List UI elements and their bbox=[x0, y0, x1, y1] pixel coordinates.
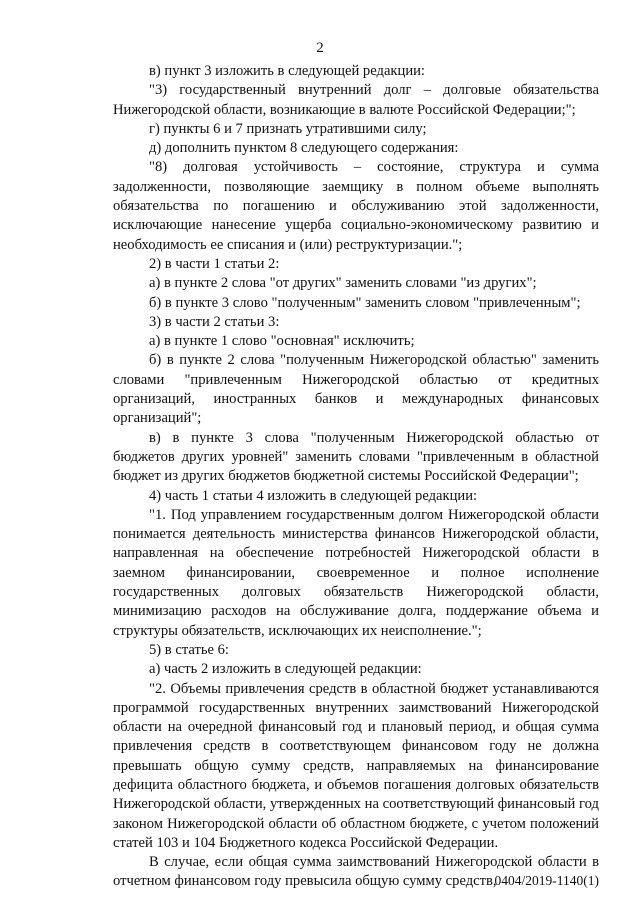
paragraph: 3) в части 2 статьи 3: bbox=[149, 313, 280, 330]
page-number: 2 bbox=[316, 40, 324, 56]
document-body bbox=[113, 62, 599, 892]
paragraph: б) в пункте 2 слова "полученным Нижегородской областью" заменить словами "привлеченным Нижегородской областью от кредитных организаций, иностранных банков и международных финансовых организаций"; bbox=[113, 352, 599, 427]
document-code: 0404/2019-1140(1) bbox=[494, 873, 599, 888]
paragraph: а) в пункте 1 слово "основная" исключить; bbox=[149, 333, 415, 350]
paragraph: "1. Под управлением государственным долгом Нижегородской области понимается деятельность министерства финансов Нижегородской области, направленная на обеспечение потребностей Нижегородской области в заемном финансировании, своевременное и полное исполнение государственных долговых обязательств Нижегородской области, минимизацию расходов на обслуживание долга, поддержание объема и структуры обязательств, исключающих их неисполнение."; bbox=[113, 506, 599, 639]
paragraph: а) в пункте 2 слова "от других" заменить словами "из других"; bbox=[149, 275, 537, 292]
paragraph: В случае, если общая сумма заимствований Нижегородской области в отчетном финансовом году превысила общую сумму средств, bbox=[113, 854, 599, 890]
paragraph: 4) часть 1 статьи 4 изложить в следующей редакции: bbox=[149, 487, 478, 504]
paragraph: в) пункт 3 изложить в следующей редакции: bbox=[149, 63, 425, 79]
paragraph: 2) в части 1 статьи 2: bbox=[149, 255, 280, 272]
paragraph: г) пункты 6 и 7 признать утратившими силу; bbox=[149, 120, 427, 137]
paragraph: а) часть 2 изложить в следующей редакции: bbox=[149, 661, 422, 678]
paragraph: д) дополнить пунктом 8 следующего содержания: bbox=[149, 140, 459, 157]
paragraph: в) в пункте 3 слова "полученным Нижегородской областью от бюджетов других уровней" заменить словами "привлеченным в областной бюджет из других бюджетов бюджетной системы Российской Федерации"; bbox=[113, 429, 599, 485]
paragraph: "8) долговая устойчивость – состояние, структура и сумма задолженности, позволяющие заемщику в полном объеме выполнять обязательства по погашению и обслуживанию этой задолженности, исключающие нанесение ущерба социально-экономическому развитию и необходимость ее списания и (или) реструктуризации."; bbox=[113, 159, 599, 253]
paragraph: "3) государственный внутренний долг – долговые обязательства Нижегородской области, возникающие в валюте Российской Федерации;"; bbox=[113, 82, 599, 118]
paragraph: "2. Объемы привлечения средств в областной бюджет устанавливаются программой государственных внутренних заимствований Нижегородской области на очередной финансовый год и плановый период, и общая сумма привлечения средств в соответствующем финансовом году не должна превышать общую сумму средств, направляемых на финансирование дефицита областного бюджета, и объемов погашения долговых обязательств Нижегородской области, утвержденных на соответствующий финансовый год законом Нижегородской области об областном бюджете, с учетом положений статей 103 и 104 Бюджетного кодекса Российской Федерации. bbox=[113, 680, 599, 851]
paragraph: 5) в статье 6: bbox=[149, 641, 229, 658]
paragraph: б) в пункте 3 слово "полученным" заменить словом "привлеченным"; bbox=[149, 294, 581, 311]
